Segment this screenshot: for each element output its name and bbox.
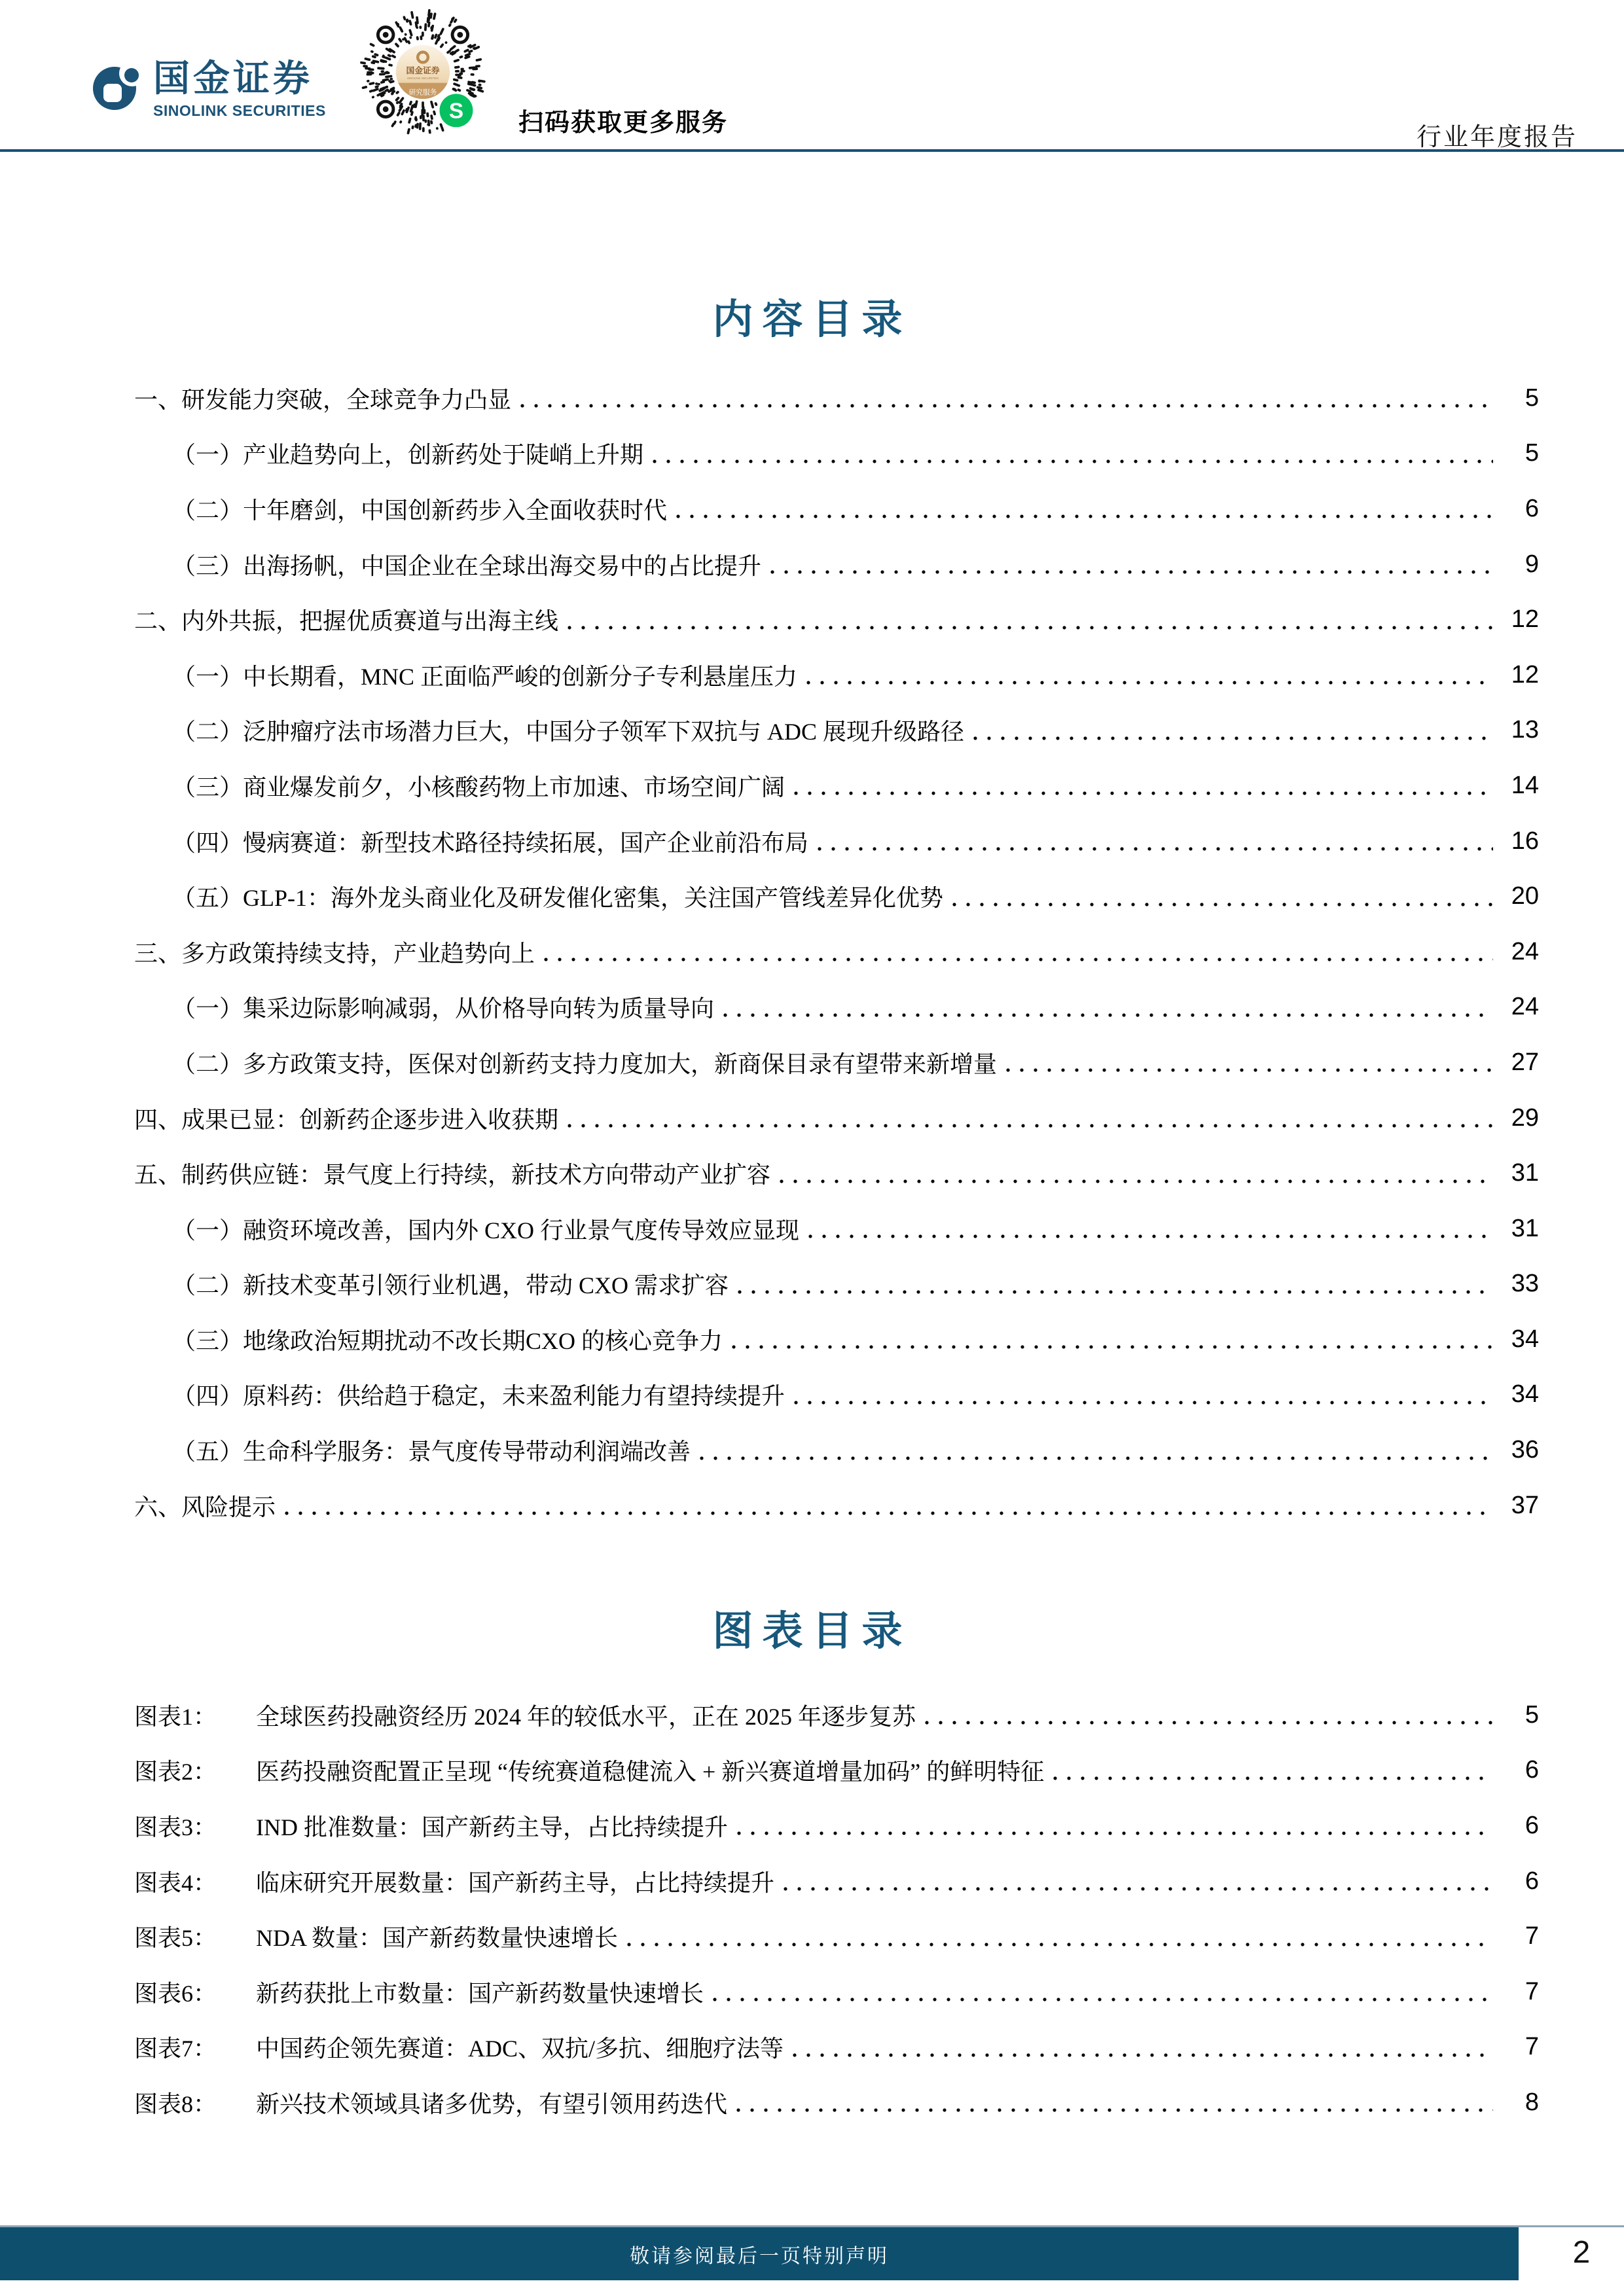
qr-badge-org-en: SINOLINK SECURITIES (406, 76, 439, 80)
page-number: 2 (1572, 2235, 1591, 2270)
leader-dots-icon (568, 626, 1493, 630)
leader-dots-icon (738, 1290, 1493, 1294)
toc-entry-label: 四、成果已显：创新药企逐步进入收获期 (134, 1106, 559, 1133)
toc-entry-page: 24 (1511, 993, 1539, 1021)
toc-entry-page: 9 (1525, 550, 1539, 578)
toc-entry-page: 14 (1511, 771, 1539, 799)
toc-entry-page: 29 (1511, 1103, 1539, 1132)
toc-entry-label: （五）GLP-1：海外龙头商业化及研发催化密集，关注国产管线差异化优势 (172, 885, 943, 912)
toc-entry[interactable] (134, 1035, 1539, 1090)
toc-entry-page: 12 (1511, 605, 1539, 634)
figure-entry-number: 图表1： (134, 1703, 217, 1730)
toc-entry[interactable] (134, 703, 1539, 759)
leader-dots-icon (818, 847, 1493, 851)
figure-entry-label: 全球医药投融资经历 2024 年的较低水平，正在 2025 年逐步复苏 (256, 1703, 916, 1730)
figure-entry-number: 图表3： (134, 1814, 217, 1840)
toc-entry[interactable] (134, 758, 1539, 814)
qr-center-badge (396, 45, 450, 99)
toc-entry[interactable] (134, 869, 1539, 924)
figure-entry-page: 8 (1525, 2088, 1539, 2116)
figure-list (134, 1687, 1539, 2130)
toc-entry[interactable] (134, 1201, 1539, 1257)
figure-entry-label: 新兴技术领域具诸多优势，有望引领用药迭代 (256, 2090, 728, 2117)
leader-dots-icon (925, 1721, 1493, 1725)
leader-dots-icon (973, 736, 1493, 740)
toc-entry-page: 31 (1511, 1159, 1539, 1187)
logo-name-en: SINOLINK SECURITIES (153, 102, 326, 119)
toc-entry[interactable] (134, 1422, 1539, 1478)
toc-section-title: 内容目录 (712, 298, 912, 342)
toc-entry-page: 33 (1511, 1270, 1539, 1298)
figure-entry-label: NDA 数量：国产新药数量快速增长 (256, 1925, 619, 1952)
toc-entry-label: （二）泛肿瘤疗法市场潜力巨大，中国分子领军下双抗与 ADC 展现升级路径 (172, 719, 965, 745)
toc-entry-label: （三）地缘政治短期扰动不改长期CXO 的核心竞争力 (172, 1327, 723, 1354)
leader-dots-icon (1006, 1068, 1493, 1072)
leader-dots-icon (627, 1943, 1493, 1946)
toc-entry[interactable] (134, 1478, 1539, 1534)
svg-text:S: S (448, 99, 464, 124)
figure-entry-page: 7 (1525, 1977, 1539, 2005)
toc-entry-label: （五）生命科学服务：景气度传导带动利润端改善 (172, 1439, 691, 1465)
toc-entry-label: 五、制药供应链：景气度上行持续，新技术方向带动产业扩容 (134, 1162, 771, 1189)
leader-dots-icon (793, 2053, 1493, 2057)
leader-dots-icon (794, 1401, 1493, 1405)
wechat-channels-icon (439, 94, 473, 127)
figure-entry-page: 6 (1525, 1756, 1539, 1784)
figure-entry-number: 图表6： (134, 1980, 217, 2007)
toc-entry[interactable] (134, 592, 1539, 647)
leader-dots-icon (732, 1345, 1493, 1349)
leader-dots-icon (952, 903, 1493, 906)
toc-entry-label: （一）中长期看，MNC 正面临严峻的创新分子专利悬崖压力 (172, 663, 798, 690)
toc-entry[interactable] (134, 426, 1539, 482)
leader-dots-icon (713, 1998, 1493, 2001)
toc-entry-page: 13 (1511, 716, 1539, 744)
toc-entry-label: （二）多方政策支持，医保对创新药支持力度加大，新商保目录有望带来新增量 (172, 1050, 998, 1077)
toc-entry-label: 一、研发能力突破，全球竞争力凸显 (134, 386, 512, 413)
toc-entry[interactable] (134, 1090, 1539, 1146)
qr-badge-service: 研究服务 (408, 88, 437, 97)
logo-name-cn: 国金证券 (153, 58, 313, 99)
leader-dots-icon (780, 1179, 1493, 1183)
figure-entry[interactable] (134, 1854, 1539, 1909)
figure-entry-label: IND 批准数量：国产新药主导，占比持续提升 (256, 1814, 728, 1840)
footer-bar (0, 2227, 1519, 2280)
figure-entry-page: 6 (1525, 1811, 1539, 1839)
toc-entry-label: （二）十年磨剑，中国创新药步入全面收获时代 (172, 497, 668, 524)
figure-entry-number: 图表5： (134, 1925, 217, 1952)
figure-entry-label: 临床研究开展数量：国产新药主导，占比持续提升 (256, 1869, 775, 1896)
leader-dots-icon (520, 404, 1493, 408)
figure-entry[interactable] (134, 1964, 1539, 2020)
toc-entry[interactable] (134, 481, 1539, 537)
figure-entry-page: 5 (1525, 1700, 1539, 1729)
figure-entry-number: 图表8： (134, 2090, 217, 2117)
toc-entry[interactable] (134, 1367, 1539, 1423)
sinolink-logo (93, 60, 326, 120)
footer-disclaimer: 敬请参阅最后一页特别声明 (630, 2245, 889, 2267)
leader-dots-icon (568, 1124, 1493, 1128)
toc-entry-label: （一）产业趋势向上，创新药处于陡峭上升期 (172, 442, 644, 469)
figure-entry[interactable] (134, 1743, 1539, 1799)
toc-entry-label: （三）商业爆发前夕，小核酸药物上市加速、市场空间广阔 (172, 774, 785, 800)
leader-dots-icon (770, 570, 1493, 574)
toc-entry[interactable] (134, 814, 1539, 869)
figure-entry-label: 新药获批上市数量：国产新药数量快速增长 (256, 1980, 704, 2007)
toc-entry-page: 12 (1511, 660, 1539, 689)
figure-entry-label: 中国药企领先赛道：ADC、双抗/多抗、细胞疗法等 (256, 2036, 784, 2062)
toc-entry-page: 5 (1525, 439, 1539, 467)
figure-entry-label: 医药投融资配置正呈现 “传统赛道稳健流入 + 新兴赛道增量加码” 的鲜明特征 (256, 1759, 1045, 1785)
leader-dots-icon (544, 958, 1493, 961)
toc-entry-page: 6 (1525, 494, 1539, 522)
report-type-label: 行业年度报告 (1416, 124, 1578, 151)
toc-entry-label: 二、内外共振，把握优质赛道与出海主线 (134, 608, 559, 635)
page-header (0, 0, 1624, 152)
leader-dots-icon (806, 681, 1493, 685)
toc-entry-page: 37 (1511, 1491, 1539, 1519)
toc-entry-page: 34 (1511, 1325, 1539, 1353)
figure-entry[interactable] (134, 2075, 1539, 2130)
figure-entry-page: 7 (1525, 2033, 1539, 2061)
toc-entry-page: 24 (1511, 937, 1539, 965)
toc-entry[interactable] (134, 980, 1539, 1035)
figure-entry[interactable] (134, 2020, 1539, 2075)
sinolink-logo-icon (93, 60, 140, 114)
leader-dots-icon (737, 1831, 1493, 1835)
toc-entry[interactable] (134, 924, 1539, 980)
toc-entry-page: 36 (1511, 1436, 1539, 1464)
figure-entry[interactable] (134, 1909, 1539, 1964)
toc-entry[interactable] (134, 537, 1539, 592)
figure-entry-page: 6 (1525, 1867, 1539, 1895)
leader-dots-icon (808, 1234, 1493, 1238)
figure-entry[interactable] (134, 1798, 1539, 1854)
toc-entry-label: 六、风险提示 (134, 1494, 276, 1520)
figure-entry-page: 7 (1525, 1922, 1539, 1950)
toc-entry-label: 三、多方政策持续支持，产业趋势向上 (134, 940, 535, 967)
leader-dots-icon (700, 1456, 1493, 1460)
qr-code (359, 8, 487, 136)
toc-entry-page: 5 (1525, 384, 1539, 412)
toc-entry-page: 16 (1511, 827, 1539, 855)
figure-entry-number: 图表2： (134, 1759, 217, 1785)
toc-entry-page: 34 (1511, 1380, 1539, 1408)
toc-entry-label: （四）原料药：供给趋于稳定，未来盈利能力有望持续提升 (172, 1383, 785, 1410)
toc-entry-label: （三）出海扬帆，中国企业在全球出海交易中的占比提升 (172, 552, 762, 579)
toc-entry[interactable] (134, 1312, 1539, 1367)
figure-entry[interactable] (134, 1687, 1539, 1743)
toc-entry-page: 27 (1511, 1048, 1539, 1076)
leader-dots-icon (723, 1013, 1493, 1017)
leader-dots-icon (784, 1887, 1493, 1891)
toc-entry[interactable] (134, 1257, 1539, 1312)
figure-entry-number: 图表7： (134, 2036, 217, 2062)
toc-entry-label: （二）新技术变革引领行业机遇，带动 CXO 需求扩容 (172, 1272, 729, 1299)
leader-dots-icon (676, 514, 1493, 518)
scan-hint-text: 扫码获取更多服务 (518, 109, 729, 137)
toc-entry-page: 31 (1511, 1214, 1539, 1242)
leader-dots-icon (653, 459, 1493, 463)
toc-entry-label: （一）融资环境改善，国内外 CXO 行业景气度传导效应显现 (172, 1217, 800, 1244)
toc-entry-page: 20 (1511, 882, 1539, 910)
leader-dots-icon (736, 2108, 1493, 2112)
toc-list (134, 370, 1539, 1533)
figure-entry-number: 图表4： (134, 1869, 217, 1896)
leader-dots-icon (794, 791, 1493, 795)
leader-dots-icon (1053, 1776, 1493, 1780)
toc-entry[interactable] (134, 1145, 1539, 1201)
toc-entry-label: （四）慢病赛道：新型技术路径持续拓展，国产企业前沿布局 (172, 829, 809, 856)
toc-entry[interactable] (134, 370, 1539, 426)
leader-dots-icon (285, 1511, 1493, 1515)
figure-section-title: 图表目录 (712, 1609, 912, 1654)
qr-badge-org: 国金证券 (406, 65, 440, 75)
toc-entry[interactable] (134, 647, 1539, 703)
toc-entry-label: （一）集采边际影响减弱，从价格导向转为质量导向 (172, 996, 715, 1022)
